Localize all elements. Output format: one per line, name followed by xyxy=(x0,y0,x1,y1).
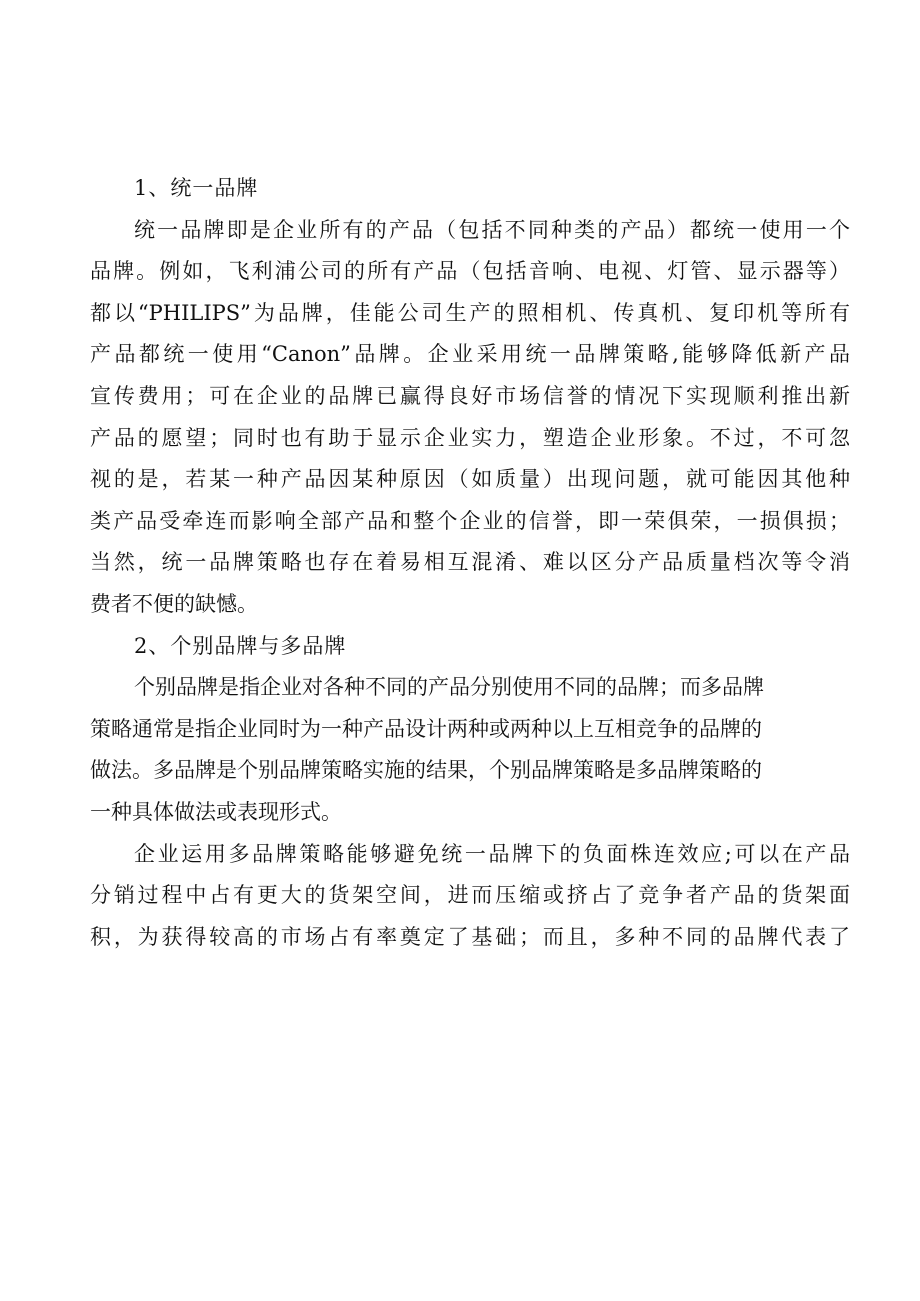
text-line: 个别品牌是指企业对各种不同的产品分别使用不同的品牌；而多品牌 xyxy=(134,675,764,700)
paragraph-unified-brand xyxy=(90,210,850,624)
text-line: 产品都统一使用“Canon”品牌。企业采用统一品牌策略,能够降低新产品 xyxy=(90,342,850,367)
document-body xyxy=(90,168,850,958)
text-line: 当然，统一品牌策略也存在着易相互混淆、难以区分产品质量档次等令消 xyxy=(90,550,850,575)
text-line: 费者不便的缺憾。 xyxy=(90,591,258,616)
text-line: 一种具体做法或表现形式。 xyxy=(90,799,342,824)
paragraph-multi-brand-advantages xyxy=(90,834,850,957)
paragraph-individual-brand-definition xyxy=(90,667,850,832)
text-line: 积，为获得较高的市场占有率奠定了基础；而且，多种不同的品牌代表了 xyxy=(90,924,850,949)
text-line: 统一品牌即是企业所有的产品（包括不同种类的产品）都统一使用一个 xyxy=(134,217,850,242)
text-line: 视的是，若某一种产品因某种原因（如质量）出现问题，就可能因其他种 xyxy=(90,467,850,492)
text-line: 产品的愿望；同时也有助于显示企业实力，塑造企业形象。不过，不可忽 xyxy=(90,425,850,450)
text-line: 策略通常是指企业同时为一种产品设计两种或两种以上互相竞争的品牌的 xyxy=(90,716,762,741)
text-line: 品牌。例如，飞利浦公司的所有产品（包括音响、电视、灯管、显示器等） xyxy=(90,259,850,284)
text-line: 企业运用多品牌策略能够避免统一品牌下的负面株连效应;可以在产品 xyxy=(134,841,850,866)
section-heading-unified-brand: 1、统一品牌 xyxy=(134,176,259,200)
text-line: 宣传费用；可在企业的品牌已赢得良好市场信誉的情况下实现顺利推出新 xyxy=(90,383,850,408)
text-line: 类产品受牵连而影响全部产品和整个企业的信誉，即一荣俱荣，一损俱损； xyxy=(90,508,850,533)
text-line: 做法。多品牌是个别品牌策略实施的结果，个别品牌策略是多品牌策略的 xyxy=(90,758,762,783)
text-line: 分销过程中占有更大的货架空间，进而压缩或挤占了竞争者产品的货架面 xyxy=(90,883,850,908)
section-heading-individual-brand: 2、个别品牌与多品牌 xyxy=(134,633,347,658)
text-line: 都以“PHILIPS”为品牌，佳能公司生产的照相机、传真机、复印机等所有 xyxy=(90,300,850,325)
